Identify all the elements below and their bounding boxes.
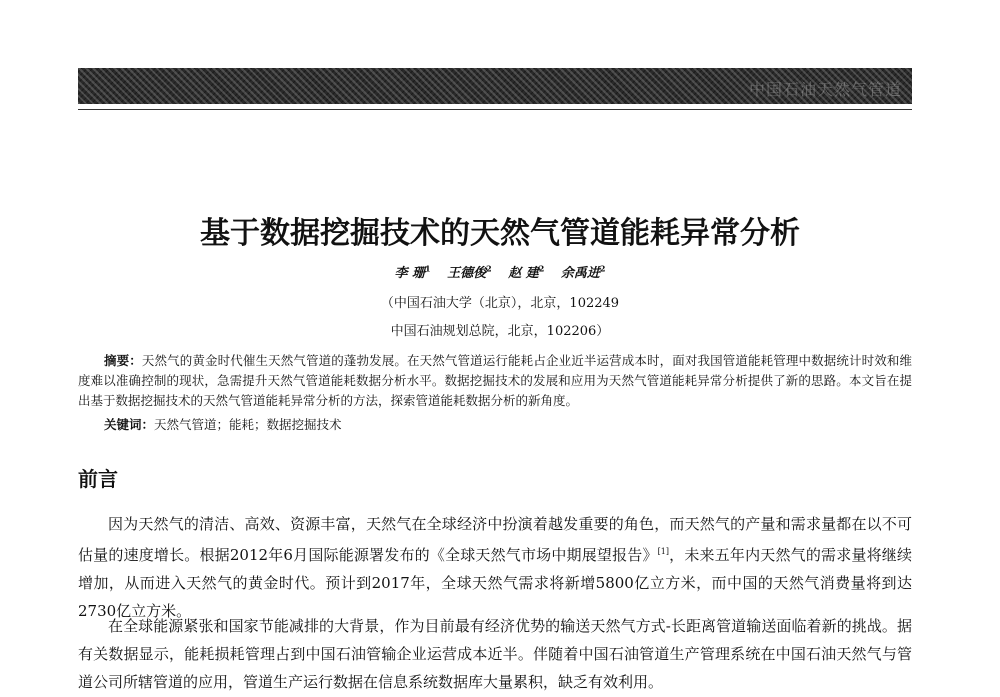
body-paragraph-2: 在全球能源紧张和国家节能减排的大背景，作为目前最有经济优势的输送天然气方式-长距离管道输送面临着新的挑战。据有关数据显示，能耗损耗管理占到中国石油管输企业运营成本近半。伴随着中国石油管道生产管理系统在中国石油天然气与管道公司所辖管道的应用，管道生产运行数据在信息系统数据库大量累积，缺乏有效利用。: [78, 617, 912, 691]
author-name: 李 珊: [394, 266, 426, 281]
author: [560, 263, 606, 281]
author-name: 王德俊: [447, 266, 487, 281]
keywords-text: 天然气管道；能耗；数据挖掘技术: [154, 417, 342, 432]
author-affil-mark: 2: [486, 263, 492, 274]
abstract: [78, 351, 912, 411]
section-heading: 前言: [78, 467, 118, 491]
author-affil-mark: 2: [538, 263, 545, 274]
author-affil-mark: 2: [599, 263, 606, 274]
affiliation-2: 中国石油规划总院，北京，102206）: [390, 324, 610, 339]
paragraph-text: 因为天然气的清洁、高效、资源丰富，天然气在全球经济中扮演着越发重要的角色，而天然气的产量和需求量都在以不可估量的速度增长。根据2012年6月国际能源署发布的《全球天然气市场中期展望报告》: [78, 515, 912, 564]
author-affil-mark: 1: [425, 263, 431, 274]
author: [447, 263, 492, 281]
author-name: 余禹进: [560, 266, 600, 281]
abstract-text: 天然气的黄金时代催生天然气管道的蓬勃发展。在天然气管道运行能耗占企业近半运营成本时，面对我国管道能耗管理中数据统计时效和维度难以准确控制的现状，急需提升天然气管道能耗数据分析水平。数据挖掘技术的发展和应用为天然气管道能耗异常分析提供了新的思路。本文旨在提出基于数据挖掘技术的天然气管道能耗异常分析的方法，探索管道能耗数据分析的新角度。: [78, 353, 912, 408]
body-paragraph-1: [78, 510, 912, 625]
abstract-label: 摘要：: [104, 353, 142, 368]
header-rule: [78, 109, 912, 110]
citation-ref[interactable]: [1]: [657, 547, 669, 556]
author-list: [0, 262, 1000, 281]
author: [394, 263, 431, 281]
header-band-text: 中国石油天然气管道: [748, 80, 902, 99]
keywords: [104, 415, 342, 433]
paragraph-text: ，未来五年内天然气的需求量将继续增加，从而进入天然气的黄金时代。预计到2017年，全球天然气需求将新增5800亿立方米，而中国的天然气消费量将到达2730亿立方米。: [78, 546, 912, 620]
journal-header-band: [78, 68, 912, 104]
author: [508, 263, 545, 281]
paper-title: 基于数据挖掘技术的天然气管道能耗异常分析: [200, 216, 800, 251]
author-name: 赵 建: [508, 266, 539, 281]
keywords-label: 关键词：: [104, 417, 155, 432]
affiliation-1: （中国石油大学（北京），北京，102249: [380, 296, 620, 311]
